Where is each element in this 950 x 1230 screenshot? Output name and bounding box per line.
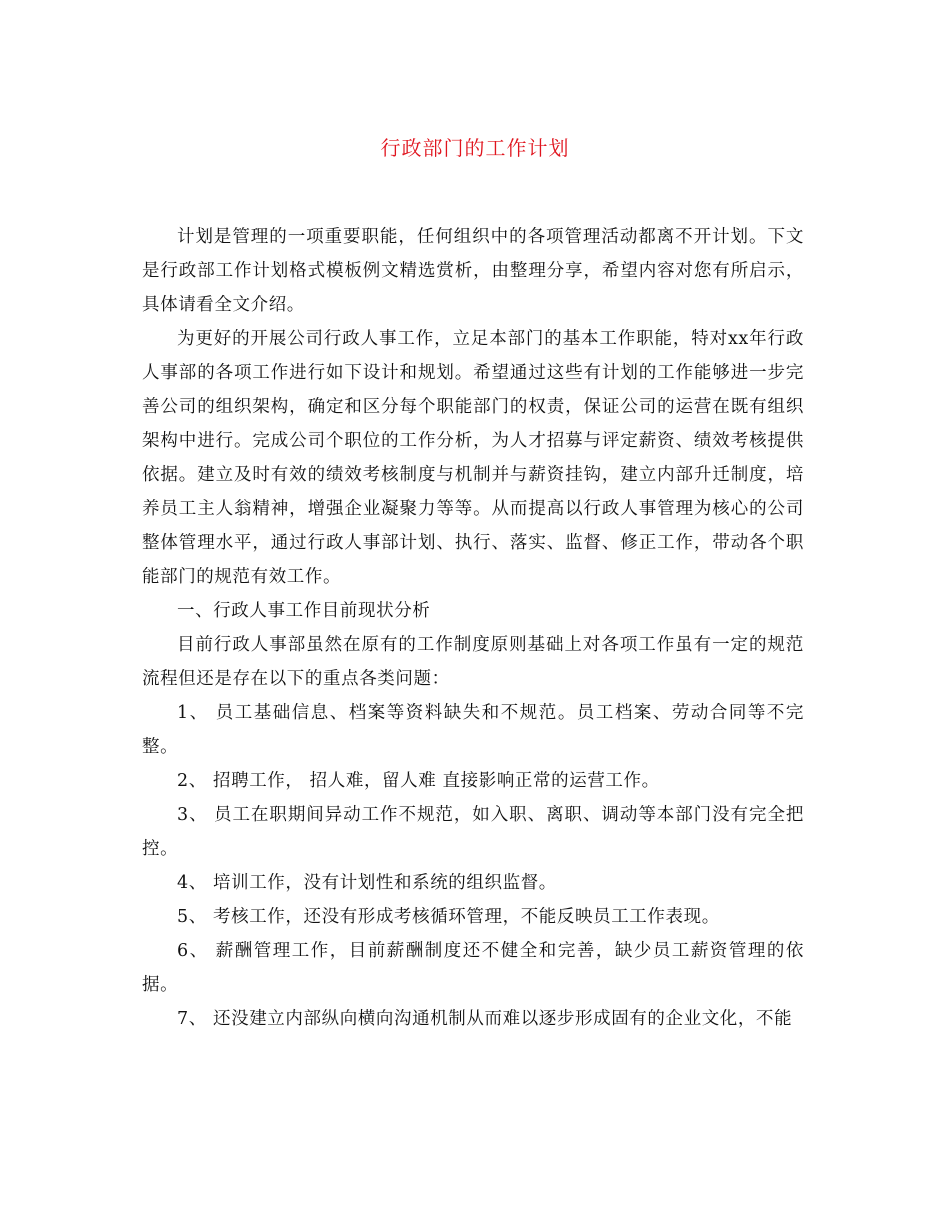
- list-item-3: 3、 员工在职期间异动工作不规范，如入职、离职、调动等本部门没有完全把控。: [142, 805, 804, 859]
- list-item-6: 6、 薪酬管理工作，目前薪酬制度还不健全和完善，缺少员工薪资管理的依据。: [142, 941, 804, 995]
- document-body: [142, 220, 804, 1036]
- list-item-5: 5、 考核工作，还没有形成考核循环管理，不能反映员工工作表现。: [177, 907, 720, 927]
- list-item-4: 4、 培训工作，没有计划性和系统的组织监督。: [177, 873, 557, 893]
- paragraph-intro: 计划是管理的一项重要职能，任何组织中的各项管理活动都离不开计划。下文是行政部工作计划格式模板例文精选赏析，由整理分享，希望内容对您有所启示，具体请看全文介绍。: [142, 227, 804, 315]
- paragraph-problems-intro: 目前行政人事部虽然在原有的工作制度原则基础上对各项工作虽有一定的规范流程但还是存在以下的重点各类问题：: [142, 635, 804, 689]
- section-heading-status-analysis: 一、行政人事工作目前现状分析: [177, 601, 431, 621]
- list-item-1: 1、 员工基础信息、档案等资料缺失和不规范。员工档案、劳动合同等不完整。: [142, 703, 804, 757]
- document-title: 行政部门的工作计划: [380, 136, 570, 160]
- paragraph-plan-overview: 为更好的开展公司行政人事工作，立足本部门的基本工作职能，特对xx年行政人事部的各项工作进行如下设计和规划。希望通过这些有计划的工作能够进一步完善公司的组织架构，确定和区分每个职能部门的权责，保证公司的运营在既有组织架构中进行。完成公司个职位的工作分析，为人才招募与评定薪资、绩效考核提供依据。建立及时有效的绩效考核制度与机制并与薪资挂钩，建立内部升迁制度，培养员工主人翁精神，增强企业凝聚力等等。从而提高以行政人事管理为核心的公司整体管理水平，通过行政人事部计划、执行、落实、监督、修正工作，带动各个职能部门的规范有效工作。: [142, 329, 804, 587]
- list-item-2: 2、 招聘工作， 招人难，留人难 直接影响正常的运营工作。: [177, 771, 660, 791]
- list-item-7: 7、 还没建立内部纵向横向沟通机制从而难以逐步形成固有的企业文化，不能: [177, 1009, 793, 1029]
